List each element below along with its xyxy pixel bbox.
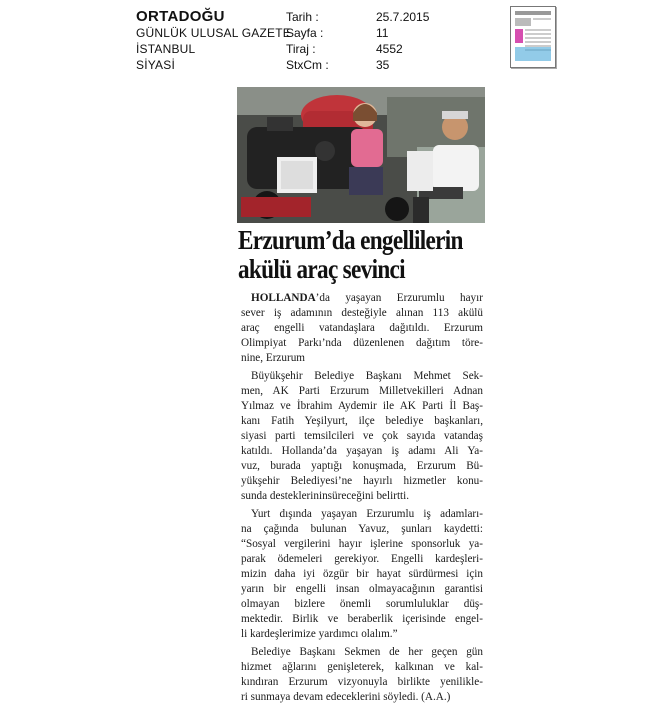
body-line: yarın bir engelli insan olmayacağının garantisi	[241, 582, 483, 595]
meta-label: Tarih :	[286, 10, 319, 24]
headline-line: akülü araç sevinci	[238, 254, 405, 284]
body-line: ri sunmaya devam edeceklerini söyledi. (A.A.)	[241, 691, 451, 704]
body-line: olmayan bizlere önemli sorumluluklar düş-	[241, 597, 483, 610]
body-line: mizin daha iyi özgür bir hayat sürdürmesi için	[241, 568, 483, 581]
publication-category: SİYASİ	[136, 58, 175, 72]
body-line: hizmet ağlarını genişleterek, kalkınan ve kal-	[241, 661, 483, 674]
meta-label: Tiraj :	[286, 42, 316, 56]
meta-row-date	[286, 9, 496, 25]
article-headline	[238, 225, 463, 284]
meta-value: 25.7.2015	[376, 10, 430, 24]
meta-value: 4552	[376, 42, 403, 56]
body-line: yükşehir Belediyesi’ne hayırlı hizmetler konu-	[241, 474, 483, 487]
body-line: Yılmaz ve İbrahim Aydemir ile AK Parti İl Baş-	[241, 400, 483, 413]
article-body	[241, 291, 483, 705]
clipping-meta	[286, 8, 496, 73]
headline-line: Erzurum’da engellilerin	[238, 225, 463, 255]
body-line: Büyükşehir Belediye Başkanı Mehmet Sek-	[251, 370, 483, 383]
publication-name: ORTADOĞU	[136, 8, 225, 25]
body-line: mektedir. Birlik ve beraberlik içerisinde engel-	[241, 612, 483, 625]
body-line: kındıran Erzurum vizyonuyla birlikte yenilikle-	[241, 676, 483, 689]
body-line: men, AK Parti Erzurum Milletvekilleri Adnan	[241, 385, 483, 398]
article-photo	[237, 87, 485, 223]
body-line: siyasi parti temsilcileri ve çok sayıda vatandaş	[241, 430, 483, 443]
clipping-header	[136, 8, 291, 73]
body-line: vuz, burada yaptığı konuşmada, Erzurum Bü-	[241, 459, 483, 472]
meta-label: Sayfa :	[286, 26, 324, 40]
meta-row-circulation	[286, 41, 496, 57]
meta-value: 11	[376, 26, 389, 40]
body-line: Belediye Başkanı Sekmen de her geçen gün	[251, 646, 483, 659]
meta-label: StxCm :	[286, 58, 329, 72]
photo-illustration	[237, 87, 485, 223]
page-thumbnail[interactable]	[510, 6, 556, 68]
body-line: Yurt dışında yaşayan Erzurumlu iş adamları-	[251, 508, 483, 521]
body-line: li kardeşlerimize yardımcı olalım.”	[241, 627, 398, 640]
body-line: nine, Erzurum	[241, 351, 305, 364]
meta-row-page	[286, 25, 496, 41]
body-line: kanı Fatih Yeşilyurt, ilçe belediye başkanları,	[241, 415, 483, 428]
body-line: na çağında bulunan Yavuz, şunları kaydetti:	[241, 523, 483, 536]
lead-word: HOLLANDA	[251, 292, 316, 304]
body-line: HOLLANDA’da yaşayan Erzurumlu hayır	[251, 292, 483, 304]
body-line: parak ödemeleri gerekiyor. Engelli kardeşleri-	[241, 553, 483, 566]
body-line: araç engelli vatandaşlara dağıtıldı. Erzurum	[241, 321, 483, 334]
meta-row-stxcm	[286, 57, 496, 73]
body-line: sever iş adamının desteğiyle alınan 113 akülü	[241, 306, 483, 319]
meta-value: 35	[376, 58, 390, 72]
publication-type: GÜNLÜK ULUSAL GAZETE	[136, 26, 291, 40]
body-line: “Sosyal vergilerini hayır işlerine sponsorluk ya-	[241, 538, 483, 551]
body-line: sunda desteklerininsüreceğini belirtti.	[241, 489, 410, 502]
body-line: Olimpiyat Parkı’nda düzenlenen dağıtım töre-	[241, 336, 483, 349]
body-line: katıldı. Hollanda’da yaşayan iş adamı Ali Ya-	[241, 444, 483, 457]
publication-city: İSTANBUL	[136, 42, 196, 56]
